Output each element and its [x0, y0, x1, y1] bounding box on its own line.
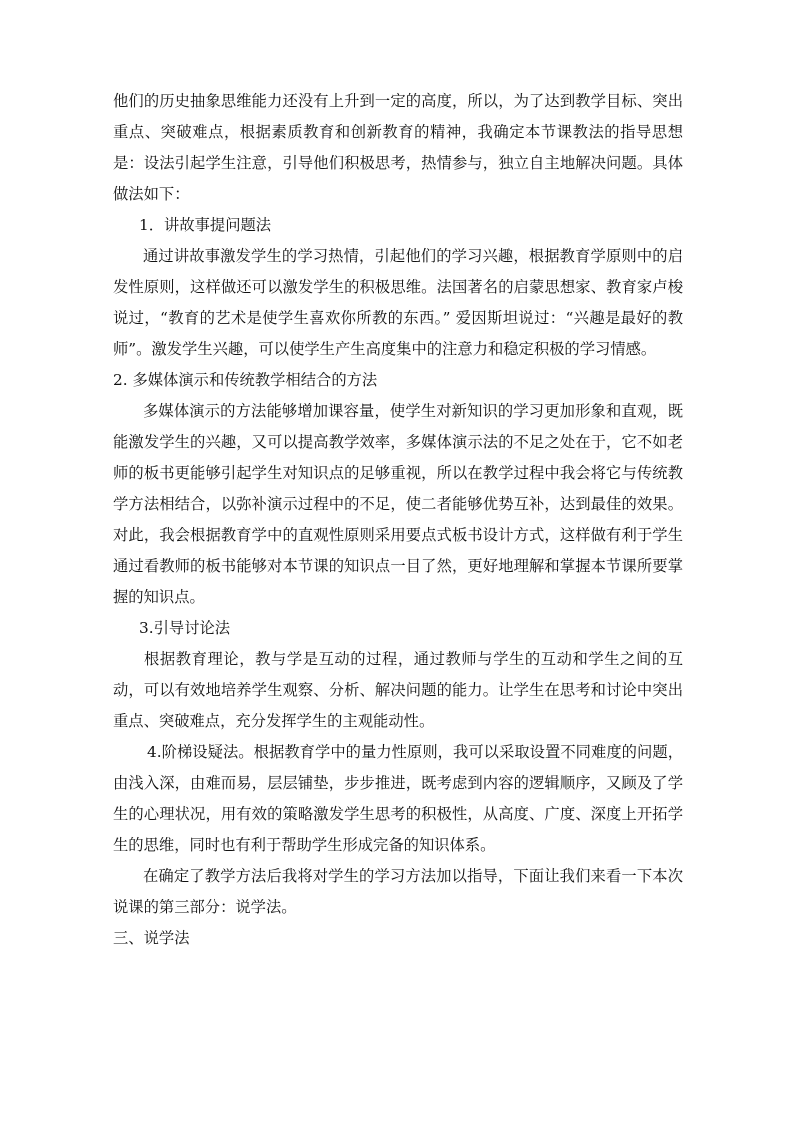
paragraph-teaching-guideline: 他们的历史抽象思维能力还没有上升到一定的高度，所以，为了达到教学目标、突出重点、突破难点，根据素质教育和创新教育的精神，我确定本节课教法的指导思想是：设法引起学生注意，引导他们积极思考，热情参与，独立自主地解决问题。具体做法如下： [113, 92, 683, 203]
heading-storytelling-method: 1．讲故事提问题法 [139, 216, 272, 234]
document-page [113, 86, 683, 954]
heading-discussion-method: 3.引导讨论法 [139, 619, 231, 637]
paragraph-transition-to-learning-methods: 在确定了教学方法后我将对学生的学习方法加以指导，下面让我们来看一下本次说课的第三部分：说学法。 [113, 867, 683, 916]
paragraph-storytelling-method: 通过讲故事激发学生的学习热情，引起他们的学习兴趣，根据教育学原则中的启发性原则，这样做还可以激发学生的积极思维。法国著名的启蒙思想家、教育家卢梭说过，“教育的艺术是使学生喜欢你所教的东西。” 爱因斯坦说过：“兴趣是最好的教师”。激发学生兴趣，可以使学生产生高度集中的注意力和稳定积极的学习情感。 [113, 247, 683, 358]
paragraph-discussion-method: 根据教育理论，教与学是互动的过程，通过教师与学生的互动和学生之间的互动，可以有效地培养学生观察、分析、解决问题的能力。让学生在思考和讨论中突出重点、突破难点，充分发挥学生的主观能动性。 [113, 650, 683, 730]
heading-learning-methods: 三、说学法 [113, 929, 190, 947]
paragraph-ladder-questioning-method: 4.阶梯设疑法。根据教育学中的量力性原则，我可以采取设置不同难度的问题，由浅入深，由难而易，层层铺垫，步步推进，既考虑到内容的逻辑顺序，又顾及了学生的心理状况，用有效的策略激发学生思考的积极性，从高度、广度、深度上开拓学生的思维，同时也有利于帮助学生形成完备的知识体系。 [113, 743, 683, 854]
heading-multimedia-method: 2. 多媒体演示和传统教学相结合的方法 [113, 371, 378, 389]
paragraph-multimedia-method: 多媒体演示的方法能够增加课容量，使学生对新知识的学习更加形象和直观，既能激发学生的兴趣，又可以提高教学效率，多媒体演示法的不足之处在于，它不如老师的板书更能够引起学生对知识点的足够重视，所以在教学过程中我会将它与传统教学方法相结合，以弥补演示过程中的不足，使二者能够优势互补，达到最佳的效果。对此，我会根据教育学中的直观性原则采用要点式板书设计方式，这样做有利于学生通过看教师的板书能够对本节课的知识点一目了然，更好地理解和掌握本节课所要掌握的知识点。 [113, 402, 683, 606]
